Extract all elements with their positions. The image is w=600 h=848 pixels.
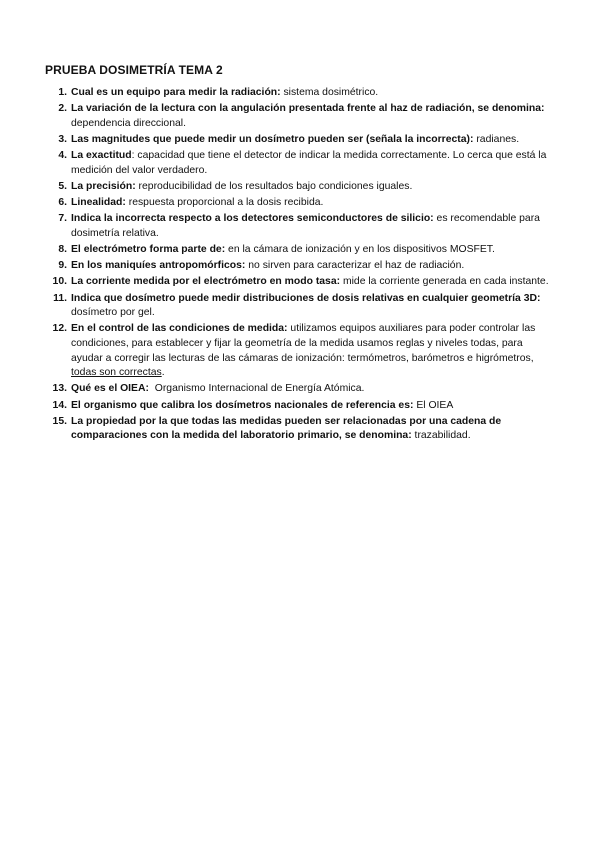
question-item	[46, 86, 556, 101]
question-number: 8.	[58, 244, 67, 256]
page-title: PRUEBA DOSIMETRÍA TEMA 2	[45, 63, 223, 77]
question-number: 4.	[58, 150, 67, 162]
question-item	[46, 399, 556, 414]
question-item	[46, 415, 556, 444]
question-text: La variación de la lectura con la angulación presentada frente al haz de radiación, se denomina:	[71, 103, 545, 115]
question-number: 2.	[58, 103, 67, 115]
answer-text: en la cámara de ionización y en los dispositivos MOSFET.	[225, 244, 495, 256]
question-item	[46, 196, 556, 211]
question-item	[46, 382, 556, 397]
question-number: 11.	[53, 292, 67, 304]
question-text: La exactitud	[71, 150, 132, 162]
answer-text: dependencia direccional.	[71, 117, 186, 129]
question-text: Cual es un equipo para medir la radiación:	[71, 87, 281, 98]
question-number: 15.	[52, 415, 67, 427]
question-list	[46, 86, 556, 446]
question-item	[46, 133, 556, 148]
answer-text: sistema dosimétrico.	[280, 87, 379, 98]
question-text: La precisión:	[71, 180, 136, 192]
question-number: 3.	[58, 133, 67, 145]
question-item	[46, 322, 556, 380]
answer-text: respuesta proporcional a la dosis recibida.	[125, 197, 324, 209]
question-text: El electrómetro forma parte de:	[71, 244, 226, 256]
answer-text: no sirven para caracterizar el haz de radiación.	[245, 260, 465, 272]
question-text: Qué es el OIEA:	[71, 383, 149, 395]
answer-text: mide la corriente generada en cada instante.	[340, 276, 549, 288]
answer-text: utilizamos equipos auxiliares para poder controlar las condiciones, para establecer y fijar la geometría de la medida usamos reglas y niveles todas, para ayudar a corregir las lecturas de las cámaras de ionización: termómetros, barómetros e higrómetros,	[71, 323, 536, 364]
question-text: El organismo que calibra los dosímetros nacionales de referencia es:	[71, 399, 414, 411]
answer-text: dosímetro por gel.	[71, 307, 155, 319]
question-text: Las magnitudes que puede medir un dosímetro pueden ser (señala la incorrecta):	[71, 133, 474, 145]
question-item	[46, 243, 556, 258]
question-number: 12.	[52, 323, 67, 335]
answer-text: : capacidad que tiene el detector de indicar la medida correctamente. Lo cerca que está la medición del valor verdadero.	[71, 150, 547, 176]
question-number: 9.	[58, 260, 67, 272]
question-item	[46, 149, 556, 178]
question-item	[46, 180, 556, 195]
question-number: 14.	[52, 399, 67, 411]
answer-text: El OIEA	[413, 399, 454, 411]
answer-text: radianes.	[473, 133, 520, 145]
question-number: 10.	[52, 276, 67, 288]
question-text: La propiedad por la que todas las medidas pueden ser relacionadas por una cadena de comparaciones con la medida del laboratorio primario, se denomina:	[71, 415, 502, 442]
question-item	[46, 275, 556, 290]
question-text: En los maniquíes antropomórficos:	[71, 260, 246, 272]
question-item	[46, 292, 556, 321]
answer-text: es recomendable para dosimetría relativa.	[71, 213, 540, 239]
answer-period: .	[161, 367, 165, 379]
question-number: 6.	[58, 197, 67, 209]
answer-text: Organismo Internacional de Energía Atómica.	[148, 383, 365, 395]
answer-text: reproducibilidad de los resultados bajo condiciones iguales.	[135, 180, 413, 192]
answer-underlined: todas son correctas	[71, 367, 162, 379]
question-item	[46, 259, 556, 274]
question-text: La corriente medida por el electrómetro en modo tasa:	[71, 276, 341, 288]
question-text: Indica la incorrecta respecto a los detectores semiconductores de silicio:	[71, 213, 434, 225]
question-number: 1.	[58, 87, 67, 98]
question-item	[46, 212, 556, 241]
question-text: Linealidad:	[71, 197, 126, 209]
question-number: 7.	[58, 213, 67, 225]
question-number: 5.	[58, 180, 67, 192]
question-number: 13.	[52, 383, 67, 395]
question-item	[46, 102, 556, 131]
answer-text: trazabilidad.	[411, 430, 471, 442]
question-text: En el control de las condiciones de medida:	[71, 323, 288, 335]
question-text: Indica que dosímetro puede medir distribuciones de dosis relativas en cualquier geometría 3D:	[71, 292, 541, 304]
